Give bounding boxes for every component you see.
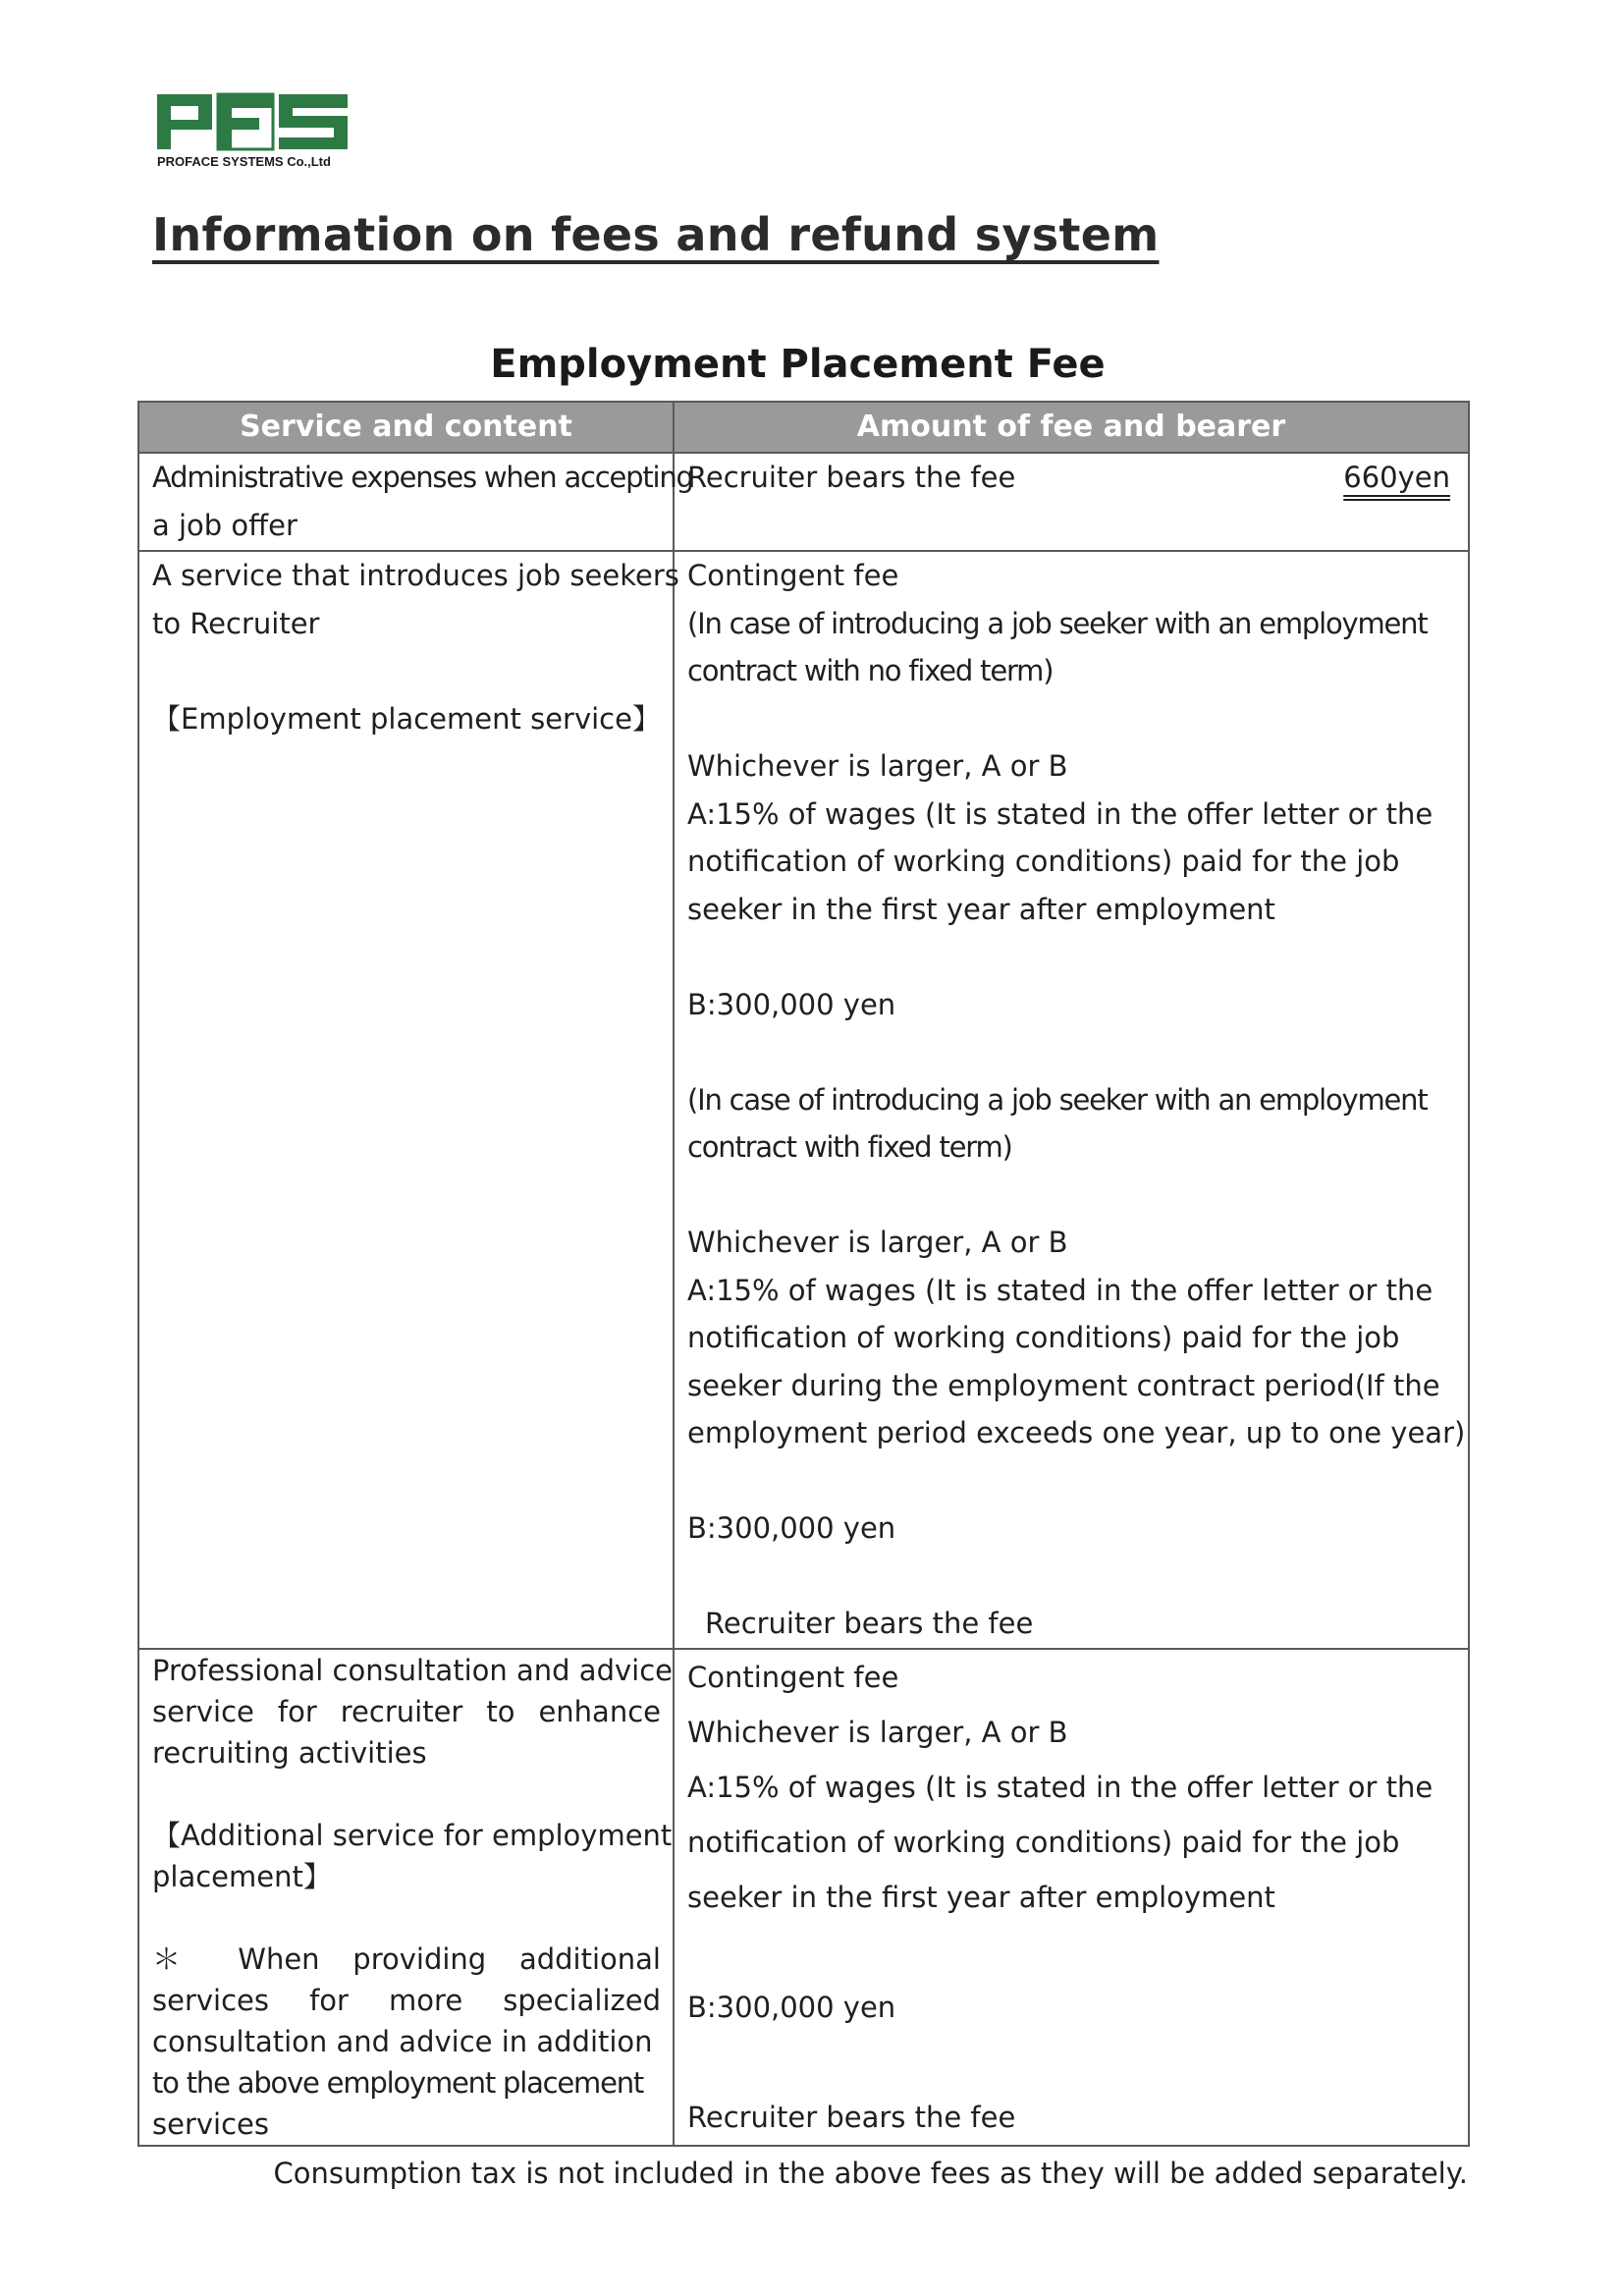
section-title: Employment Placement Fee	[490, 342, 1106, 387]
fee-line: contract with no fixed term)	[687, 654, 1054, 687]
table-row	[138, 551, 1469, 1649]
table-row	[138, 453, 1469, 551]
fee-line: contract with fixed term)	[687, 1130, 1012, 1164]
fee-line: (In case of introducing a job seeker with an employment	[687, 606, 1428, 640]
service-cell	[138, 1649, 674, 2146]
fee-line: notification of working conditions) paid for the job	[687, 1825, 1400, 1859]
fee-line: A:15% of wages (It is stated in the offer letter or the	[687, 1273, 1434, 1307]
service-line: Professional consultation and advice	[152, 1653, 673, 1687]
header-service-and-content: Service and content	[138, 402, 674, 453]
fee-cell	[674, 453, 1469, 551]
spacer	[152, 1897, 661, 1939]
fee-line: notification of working conditions) paid for the job	[687, 845, 1400, 878]
fee-bearer: Recruiter bears the fee	[687, 2100, 1016, 2134]
svg-text:PROFACE SYSTEMS Co.,Ltd: PROFACE SYSTEMS Co.,Ltd	[157, 154, 331, 169]
fee-line: seeker in the first year after employment	[687, 892, 1275, 926]
service-line: a job offer	[152, 508, 298, 542]
spacer	[687, 695, 1456, 743]
service-category: 【Employment placement service】	[152, 701, 661, 736]
fee-line: B:300,000 yen	[687, 987, 896, 1021]
header-amount-of-fee: Amount of fee and bearer	[674, 402, 1469, 453]
table-header-row	[138, 402, 1469, 453]
table-row	[138, 1649, 1469, 2146]
service-line: A service that introduces job seekers	[152, 559, 679, 592]
service-note: to the above employment placement	[152, 2065, 644, 2100]
company-logo	[155, 90, 352, 171]
fee-line: seeker during the employment contract period(If the	[687, 1368, 1440, 1402]
fee-line: B:300,000 yen	[687, 1511, 896, 1545]
fee-line: Contingent fee	[687, 1660, 899, 1694]
fee-line: employment period exceeds one year, up to one year)	[687, 1416, 1466, 1449]
service-category: placement】	[152, 1859, 332, 1893]
pfs-logo-icon	[155, 90, 352, 171]
service-cell	[138, 551, 679, 1649]
spacer	[687, 1028, 1456, 1076]
service-note: services	[152, 2106, 269, 2141]
service-note: ＊ When providing additional	[152, 1941, 661, 1976]
fee-line: B:300,000 yen	[687, 1990, 896, 2024]
spacer	[152, 1774, 661, 1815]
tax-note: Consumption tax is not included in the above fees as they will be added separately.	[273, 2157, 1468, 2190]
service-category: 【Additional service for employment	[152, 1818, 673, 1852]
service-note: services for more specialized	[152, 1983, 661, 2017]
spacer	[152, 647, 661, 695]
fee-cell	[674, 1649, 1469, 2146]
service-line: service for recruiter to enhance	[152, 1694, 661, 1728]
fee-line: Whichever is larger, A or B	[687, 1715, 1068, 1749]
fee-line: Contingent fee	[687, 559, 899, 592]
fee-line: A:15% of wages (It is stated in the offer letter or the	[687, 796, 1434, 831]
spacer	[687, 1925, 1456, 1980]
service-note: consultation and advice in addition	[152, 2024, 653, 2058]
fee-line: seeker in the first year after employment	[687, 1880, 1275, 1914]
spacer	[687, 1553, 1456, 1601]
section-title-container	[137, 342, 1458, 387]
spacer	[687, 2035, 1456, 2090]
fee-amount: 660yen	[1343, 461, 1450, 494]
page-title: Information on fees and refund system	[152, 208, 1160, 261]
fee-line: Whichever is larger, A or B	[687, 749, 1068, 783]
spacer	[687, 1457, 1456, 1505]
service-line: recruiting activities	[152, 1735, 427, 1770]
service-cell	[138, 453, 693, 551]
fee-bearer: Recruiter bears the fee	[705, 1607, 1034, 1640]
fee-table	[137, 401, 1470, 2147]
service-line: to Recruiter	[152, 606, 320, 640]
fee-line	[687, 454, 1456, 502]
fee-line: (In case of introducing a job seeker with an employment	[687, 1082, 1428, 1117]
fee-bearer: Recruiter bears the fee	[687, 461, 1016, 494]
fee-line: A:15% of wages (It is stated in the offer letter or the	[687, 1770, 1434, 1804]
fee-line: Whichever is larger, A or B	[687, 1226, 1068, 1259]
fee-line: notification of working conditions) paid for the job	[687, 1321, 1400, 1354]
spacer	[687, 1172, 1456, 1220]
fee-cell	[674, 551, 1469, 1649]
spacer	[687, 933, 1456, 981]
service-line: Administrative expenses when accepting	[152, 461, 693, 494]
